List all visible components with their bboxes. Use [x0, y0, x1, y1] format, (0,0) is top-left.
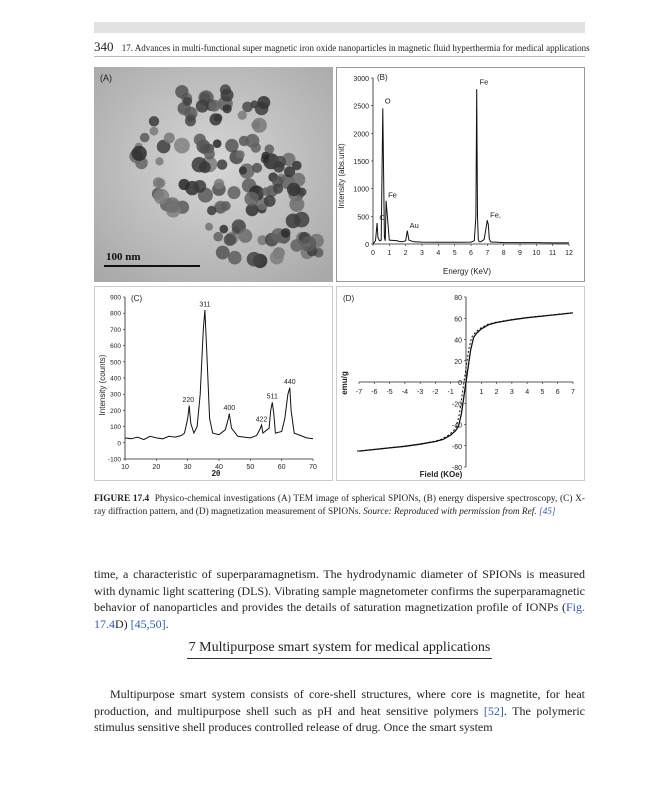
xrd-y-tick-label: 600 — [110, 343, 121, 351]
nanoparticle — [301, 236, 317, 252]
nanoparticle — [228, 251, 242, 265]
nanoparticle — [207, 206, 216, 215]
nanoparticle — [174, 138, 190, 154]
xrd-x-tick-label: 40 — [215, 464, 223, 471]
mag-x-tick-label: 3 — [509, 389, 514, 396]
mag-y-tick-label: 40 — [454, 337, 462, 345]
magnetization-panel — [336, 286, 585, 481]
panel-a-label: (A) — [100, 73, 112, 83]
nanoparticle — [262, 152, 270, 160]
nanoparticle — [239, 166, 247, 174]
xrd-y-tick-label: 300 — [110, 391, 121, 399]
para1-text-after: . — [165, 616, 169, 631]
mag-x-tick-label: 5 — [540, 389, 545, 396]
xrd-peak-label: 311 — [199, 301, 211, 309]
mag-x-tick-label: -1 — [447, 389, 454, 396]
nanoparticle — [196, 100, 209, 113]
nanoparticle — [150, 127, 159, 136]
mag-y-tick-label: 0 — [458, 380, 462, 387]
xrd-peak-label: 440 — [283, 379, 296, 387]
header-bar — [94, 22, 585, 33]
nanoparticle — [221, 89, 234, 102]
nanoparticle — [273, 184, 283, 194]
eds-y-tick-label: 1000 — [353, 186, 369, 194]
scale-bar — [104, 265, 200, 267]
xrd-x-tick-label: 20 — [152, 464, 161, 471]
para1-text-mid: D) — [115, 616, 131, 631]
nanoparticle — [251, 143, 261, 153]
eds-x-tick-label: 0 — [371, 250, 375, 257]
nanoparticle — [273, 161, 284, 172]
nanoparticle — [244, 192, 258, 206]
nanoparticle — [287, 183, 300, 196]
xrd-x-tick-label: 10 — [121, 464, 129, 471]
nanoparticle — [220, 225, 229, 234]
mag-x-tick-label: 7 — [571, 389, 575, 396]
figure-caption — [94, 493, 585, 518]
nanoparticle — [238, 229, 252, 243]
page-number: 340 — [94, 39, 114, 54]
eds-x-tick-label: 12 — [565, 250, 573, 257]
eds-peak-label: C — [379, 212, 385, 222]
mag-x-tick-label: 1 — [479, 389, 484, 396]
eds-panel — [336, 67, 585, 282]
para2-text-before: Multipurpose smart system consists of core-shell structures, where core is magnetite, for heat production, and multipurpose shell such as pH and heat sensitive polymers — [94, 687, 585, 718]
nanoparticle — [140, 133, 150, 143]
xrd-x-tick-label: 50 — [246, 464, 255, 471]
xrd-y-tick-label: 200 — [110, 407, 121, 415]
nanoparticle — [290, 239, 303, 252]
panel-b-label: (B) — [377, 73, 388, 82]
nanoparticle — [270, 251, 284, 265]
mag-y-tick-label: -60 — [451, 443, 462, 451]
nanoparticle — [213, 232, 223, 242]
caption-text: Physico-chemical investigations (A) TEM image of spherical SPIONs, (B) energy dispersive spectroscopy, (C) X-ray diffraction pattern, and (D) magnetization measurement of SPIONs. — [94, 494, 585, 517]
nanoparticle — [199, 161, 211, 173]
eds-spectrum-line — [373, 89, 569, 244]
header-rule — [94, 56, 585, 57]
tem-image-panel — [94, 67, 333, 282]
nanoparticle — [179, 179, 190, 190]
nanoparticle — [247, 252, 262, 267]
citation-link[interactable]: [52] — [483, 703, 504, 718]
mag-x-tick-label: -4 — [401, 389, 408, 396]
magnetization-chart — [337, 287, 584, 480]
mag-x-tick-label: 4 — [525, 389, 530, 396]
mag-x-axis-label: Field (KOe) — [419, 470, 463, 479]
eds-y-tick-label: 3000 — [353, 76, 369, 83]
eds-x-tick-label: 11 — [549, 250, 557, 257]
nanoparticle — [250, 100, 258, 108]
running-head — [94, 39, 594, 55]
mag-y-tick-label: -20 — [451, 401, 462, 409]
eds-peak-label: Fe — [479, 77, 489, 87]
nanoparticle — [221, 201, 231, 211]
nanoparticle — [194, 134, 206, 146]
mag-x-tick-label: -3 — [417, 389, 424, 396]
nanoparticle — [164, 133, 175, 144]
nanoparticle — [216, 246, 230, 260]
eds-y-tick-label: 0 — [365, 242, 369, 249]
figure-ref-link[interactable]: Fig. 17.4 — [94, 600, 585, 631]
xrd-y-tick-label: 0 — [117, 440, 121, 448]
xrd-y-tick-label: -100 — [107, 456, 121, 464]
nanoparticle — [183, 97, 192, 106]
eds-y-axis-label: Intensity (abs.unit) — [337, 143, 346, 209]
nanoparticle — [132, 146, 147, 161]
eds-x-tick-label: 2 — [403, 250, 408, 257]
nanoparticle — [213, 139, 222, 148]
nanoparticle — [252, 118, 267, 133]
nanoparticle — [294, 212, 310, 228]
eds-x-tick-label: 6 — [469, 250, 473, 257]
mag-y-tick-label: 80 — [454, 295, 462, 302]
para2-text-after: . The polymeric stimulus sensitive shell produces controlled release of drug. Once the smart system — [94, 703, 586, 734]
nanoparticle — [193, 180, 206, 193]
body-paragraph-1 — [94, 566, 585, 632]
mag-x-tick-label: 6 — [555, 389, 560, 396]
xrd-chart — [95, 287, 332, 480]
mag-y-tick-label: -40 — [451, 422, 462, 430]
eds-y-tick-label: 1500 — [353, 159, 369, 166]
nanoparticle — [236, 150, 245, 159]
xrd-peak-label: 400 — [223, 405, 236, 413]
eds-x-tick-label: 10 — [532, 250, 541, 257]
xrd-y-tick-label: 900 — [110, 294, 121, 302]
mag-y-tick-label: 60 — [454, 316, 462, 324]
xrd-y-tick-label: 400 — [110, 375, 121, 383]
mag-x-tick-label: -7 — [355, 389, 363, 396]
eds-y-tick-label: 500 — [357, 214, 369, 222]
tem-image — [94, 67, 333, 282]
eds-peak-label: Fe, — [490, 210, 501, 220]
xrd-peak-label: 220 — [182, 396, 195, 404]
xrd-y-tick-label: 800 — [110, 310, 121, 318]
xrd-x-tick-label: 70 — [309, 464, 317, 471]
para1-text-before: time, a characteristic of superparamagnetism. The hydrodynamic diameter of SPIONs is measured with dynamic light scattering (DLS). Vibrating sample magnetometer confirms the superparamagnetic behavior of nanoparticles and provides the details of saturation magnetization profile of IONPs ( — [94, 567, 585, 614]
xrd-peak-label: 422 — [255, 416, 268, 424]
mag-y-tick-label: 20 — [454, 358, 462, 366]
mag-x-tick-label: 2 — [494, 389, 499, 396]
xrd-y-tick-label: 700 — [110, 326, 121, 334]
xrd-peak-label: 511 — [266, 393, 278, 401]
nanoparticle — [208, 100, 220, 112]
xrd-x-axis-label: 2θ — [211, 469, 221, 478]
xrd-x-tick-label: 60 — [277, 464, 286, 471]
section-heading: 7 Multipurpose smart system for medical applications — [94, 640, 585, 656]
citation-link[interactable]: [45,50] — [130, 616, 166, 631]
eds-x-axis-label: Energy (KeV) — [442, 267, 492, 276]
nanoparticle — [238, 111, 247, 120]
eds-y-tick-label: 2500 — [353, 103, 369, 111]
xrd-pattern-line — [125, 310, 313, 440]
nanoparticle — [281, 228, 291, 238]
running-title: 17. Advances in multi-functional super magnetic iron oxide nanoparticles in magnetic fluid hyperthermia for medical applications — [121, 43, 590, 53]
panel-c-label: (C) — [131, 294, 143, 303]
mag-y-axis-label: emu/g — [340, 371, 349, 395]
panel-d-label: (D) — [343, 294, 355, 303]
nanoparticle — [252, 163, 262, 173]
nanoparticle — [155, 157, 163, 165]
nanoparticle — [223, 104, 232, 113]
nanoparticle — [224, 234, 236, 246]
scale-bar-label: 100 nm — [106, 251, 141, 263]
xrd-y-axis-label: Intensity (counts) — [98, 354, 107, 416]
eds-peak-label: Au — [409, 221, 419, 231]
figure-label: FIGURE 17.4 — [94, 494, 150, 504]
xrd-y-tick-label: 500 — [110, 359, 121, 367]
nanoparticle — [165, 197, 181, 213]
nanoparticle — [153, 177, 164, 188]
mag-x-tick-label: -6 — [371, 389, 378, 396]
nanoparticle — [214, 179, 224, 189]
nanoparticle — [262, 187, 271, 196]
nanoparticle — [257, 96, 270, 109]
mag-y-tick-label: -80 — [451, 465, 462, 472]
eds-peak-label: Fe — [388, 190, 397, 200]
nanoparticle — [175, 85, 188, 98]
caption-ref-link[interactable]: [45] — [538, 506, 556, 517]
xrd-y-tick-label: 100 — [110, 424, 121, 432]
caption-source: Source: Reproduced with permission from Ref. — [363, 506, 537, 517]
nanoparticle — [228, 186, 241, 199]
mag-x-tick-label: -5 — [386, 389, 393, 396]
eds-x-tick-label: 7 — [485, 250, 490, 257]
nanoparticle — [205, 223, 213, 231]
body-paragraph-2 — [94, 686, 585, 736]
eds-x-tick-label: 3 — [420, 250, 424, 257]
eds-x-tick-label: 1 — [387, 250, 392, 257]
eds-x-tick-label: 5 — [452, 250, 457, 257]
eds-y-tick-label: 2000 — [353, 131, 369, 139]
eds-x-tick-label: 8 — [501, 250, 506, 257]
xrd-panel — [94, 286, 333, 481]
nanoparticle — [149, 116, 159, 126]
nanoparticle — [185, 115, 196, 126]
eds-chart — [337, 68, 584, 281]
nanoparticle — [264, 195, 276, 207]
xrd-x-tick-label: 30 — [183, 464, 192, 471]
eds-x-tick-label: 4 — [436, 250, 441, 257]
nanoparticle — [210, 113, 222, 125]
mag-x-tick-label: -2 — [432, 389, 439, 396]
eds-x-tick-label: 9 — [518, 250, 522, 257]
eds-peak-label: O — [384, 96, 391, 106]
nanoparticle — [217, 159, 227, 169]
